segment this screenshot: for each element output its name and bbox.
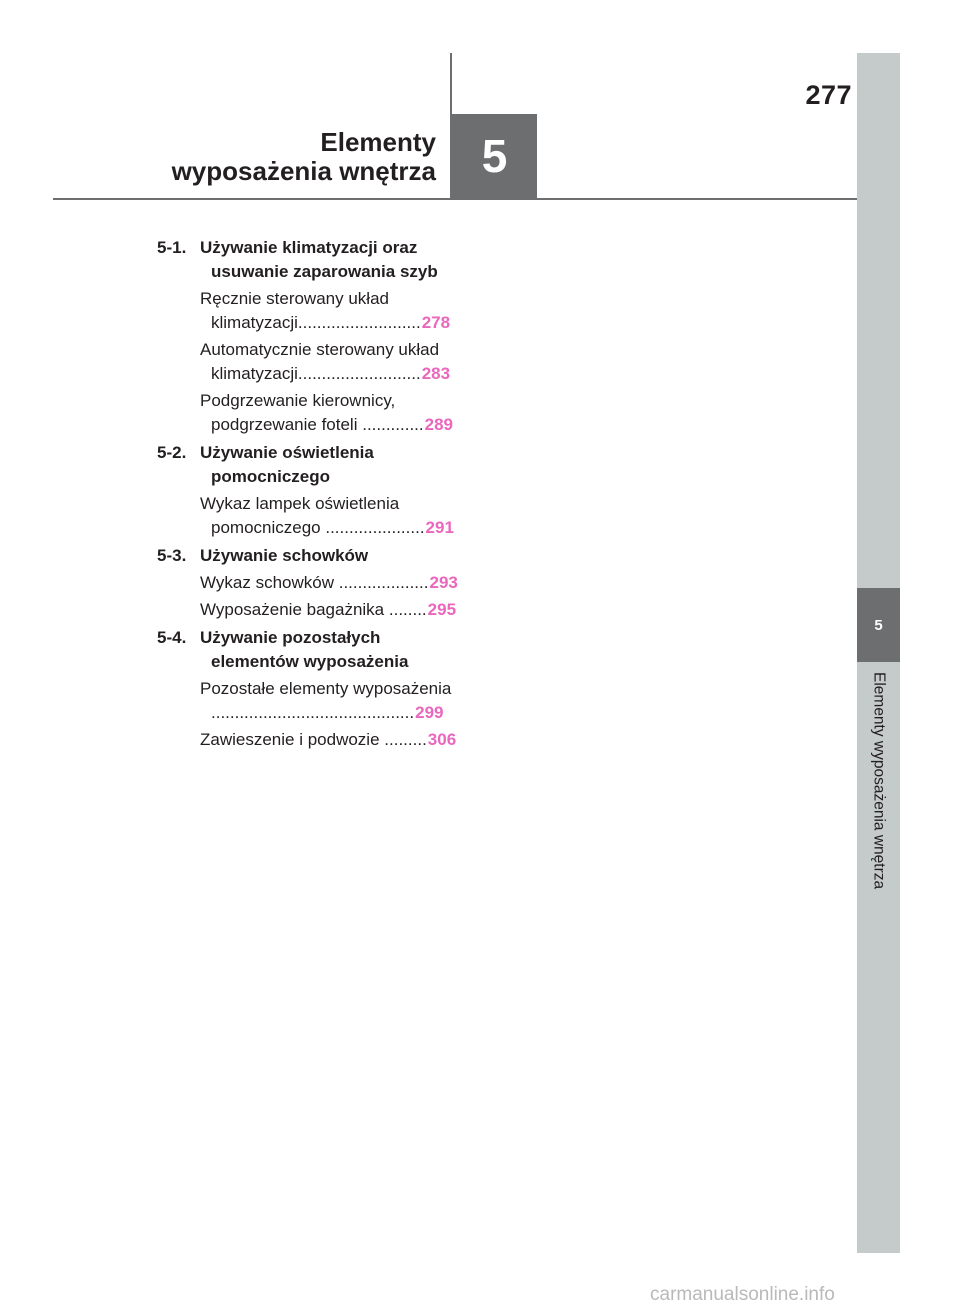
toc-entry[interactable]	[200, 287, 479, 335]
toc-entry[interactable]	[200, 598, 479, 622]
section-title-line1: Używanie oświetlenia	[200, 443, 374, 462]
toc-section-5-2	[157, 441, 479, 489]
page-reference[interactable]: 278	[421, 313, 451, 332]
page-reference[interactable]: 295	[427, 600, 457, 619]
entry-title: Wyposażenie bagażnika	[200, 600, 385, 619]
chapter-tab-label	[857, 672, 900, 934]
entry-title-line1: Wykaz lampek oświetlenia	[200, 494, 400, 513]
page-reference[interactable]: 293	[429, 573, 458, 592]
page-reference[interactable]: 283	[421, 364, 451, 383]
leader-dots: .....................	[325, 518, 425, 537]
section-number: 5-4.	[157, 628, 187, 647]
entry-title-line1: Pozostałe elementy wyposażenia	[200, 679, 452, 698]
entry-title-line2: pomocniczego	[211, 518, 321, 537]
section-number: 5-3.	[157, 546, 187, 565]
section-title-line2: elementów wyposażenia	[211, 652, 409, 671]
toc-entry[interactable]	[200, 338, 479, 386]
page-reference[interactable]: 289	[424, 415, 453, 434]
toc-section-5-1	[157, 236, 479, 284]
entry-title-line1: Ręcznie sterowany układ	[200, 289, 389, 308]
leader-dots: ...................	[338, 573, 429, 592]
entry-title: Zawieszenie i podwozie	[200, 730, 380, 749]
entry-title-line2: klimatyzacji	[211, 364, 298, 383]
leader-dots: .........	[384, 730, 427, 749]
section-title-line1: Używanie klimatyzacji oraz	[200, 238, 418, 257]
leader-dots: ........	[388, 600, 427, 619]
chapter-tab-label-text: Elementy wyposażenia wnętrza	[870, 672, 888, 890]
entry-title-line2: podgrzewanie foteli	[211, 415, 358, 434]
chapter-title	[172, 128, 436, 186]
section-title-line2: usuwanie zaparowania szyb	[211, 262, 438, 281]
page-reference[interactable]: 306	[427, 730, 457, 749]
table-of-contents	[157, 232, 479, 752]
page-reference[interactable]: 299	[415, 703, 444, 722]
chapter-title-line1: Elementy	[320, 127, 436, 157]
toc-entry[interactable]	[200, 677, 479, 725]
entry-title-line1: Automatycznie sterowany układ	[200, 340, 440, 359]
entry-title-line1: Podgrzewanie kierownicy,	[200, 391, 396, 410]
toc-entry[interactable]	[200, 389, 479, 437]
chapter-title-line2: wyposażenia wnętrza	[171, 156, 436, 186]
toc-entry[interactable]	[200, 492, 479, 540]
leader-dots: ...........................................	[211, 703, 415, 722]
entry-title-line2: klimatyzacji	[211, 313, 298, 332]
chapter-tab[interactable]: 5	[857, 588, 900, 662]
page-number: 277	[805, 80, 852, 110]
chapter-number-badge: 5	[452, 114, 537, 198]
section-title-line1: Używanie schowków	[200, 546, 369, 565]
section-number: 5-2.	[157, 443, 187, 462]
leader-dots: .............	[362, 415, 424, 434]
page-reference[interactable]: 291	[425, 518, 454, 537]
leader-dots: ..........................	[297, 313, 421, 332]
header-horizontal-rule	[53, 198, 857, 200]
watermark: carmanualsonline.info	[650, 1284, 835, 1305]
leader-dots: ..........................	[297, 364, 421, 383]
entry-title: Wykaz schowków	[200, 573, 334, 592]
toc-section-5-4	[157, 626, 479, 674]
section-title-line2: pomocniczego	[211, 467, 331, 486]
toc-section-5-3	[157, 544, 479, 568]
section-title-line1: Używanie pozostałych	[200, 628, 381, 647]
toc-entry[interactable]	[200, 728, 479, 752]
section-number: 5-1.	[157, 238, 187, 257]
toc-entry[interactable]	[200, 571, 479, 595]
